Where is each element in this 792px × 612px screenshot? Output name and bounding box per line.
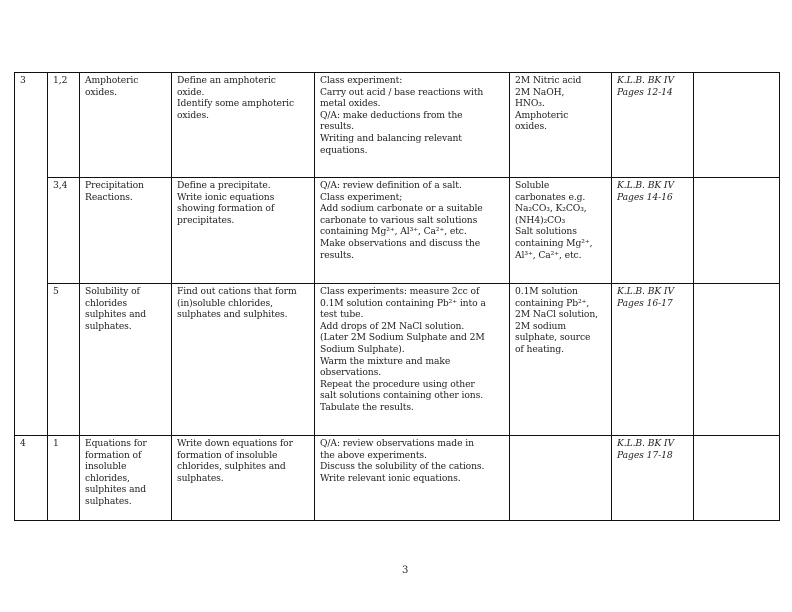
resources-line: sulphate, source (515, 332, 591, 344)
objectives-line: precipitates. (177, 214, 235, 226)
activities-line: Repeat the procedure using other (320, 378, 475, 390)
activities-line: results. (320, 249, 354, 261)
resources-line: 2M Nitric acid (515, 75, 582, 86)
resources-line: containing Pb²⁺, (515, 297, 590, 309)
table-row (15, 178, 780, 284)
activities-line: Discuss the solubility of the cations. (320, 461, 485, 473)
resources-line: Salt solutions (515, 226, 577, 238)
activities-line: observations. (320, 367, 382, 379)
activities-line: Writing and balancing relevant (320, 132, 462, 144)
reference-cell (612, 178, 694, 284)
topic-line: sulphates. (85, 320, 132, 332)
reference-cell (612, 436, 694, 521)
resources-cell (510, 178, 612, 284)
activities-line: Sodium Sulphate). (320, 343, 405, 355)
objectives-line: Find out cations that form (177, 286, 297, 297)
activities-line: metal oxides. (320, 98, 381, 110)
activities-line: Warm the mixture and make (320, 355, 451, 367)
resources-line: carbonates e.g. (515, 191, 586, 203)
reference-line: K.L.B. BK IV (617, 286, 674, 297)
activities-cell (315, 73, 510, 178)
topic-line: sulphates. (85, 495, 132, 507)
lesson-cell: 1 (48, 436, 80, 521)
remarks-cell (694, 436, 780, 521)
reference-line: K.L.B. BK IV (617, 180, 674, 191)
objectives-line: oxides. (177, 109, 209, 121)
activities-cell (315, 178, 510, 284)
resources-line: containing Mg²⁺, (515, 237, 593, 249)
reference-line: K.L.B. BK IV (617, 75, 674, 86)
reference-line: Pages 14-16 (617, 191, 673, 203)
activities-line: Q/A: make deductions from the (320, 109, 463, 121)
resources-line: Amphoteric (515, 109, 569, 121)
lesson-cell: 5 (48, 284, 80, 436)
objectives-cell (172, 73, 315, 178)
resources-line: 2M sodium (515, 320, 566, 332)
week-cell: 3 (15, 73, 48, 436)
reference-cell (612, 73, 694, 178)
activities-cell (315, 284, 510, 436)
topic-cell (80, 73, 172, 178)
activities-line: 0.1M solution containing Pb²⁺ into a (320, 297, 486, 309)
topic-line: sulphites and (85, 484, 147, 496)
activities-line: Write relevant ionic equations. (320, 472, 461, 484)
activities-line: equations. (320, 144, 368, 156)
objectives-line: sulphates. (177, 472, 224, 484)
objectives-cell (172, 436, 315, 521)
activities-line: Add sodium carbonate or a suitable (320, 203, 483, 215)
objectives-cell (172, 178, 315, 284)
topic-line: Solubility of (85, 286, 140, 297)
activities-line: results. (320, 121, 354, 133)
scheme-of-work-table (14, 72, 780, 521)
table-row (15, 436, 780, 521)
objectives-line: showing formation of (177, 203, 275, 215)
objectives-line: formation of insoluble (177, 449, 278, 461)
remarks-cell (694, 178, 780, 284)
activities-line: salt solutions containing other ions. (320, 390, 484, 402)
activities-line: Tabulate the results. (320, 401, 414, 413)
objectives-line: Define a precipitate. (177, 180, 271, 191)
topic-line: chlorides, (85, 472, 130, 484)
activities-line: (Later 2M Sodium Sulphate and 2M (320, 332, 485, 344)
objectives-line: oxide. (177, 86, 205, 98)
table-row (15, 284, 780, 436)
table-row (15, 73, 780, 178)
objectives-line: Define an amphoteric (177, 75, 276, 86)
remarks-cell (694, 284, 780, 436)
resources-cell (510, 284, 612, 436)
week-cell: 4 (15, 436, 48, 521)
reference-cell (612, 284, 694, 436)
reference-line: Pages 12-14 (617, 86, 673, 98)
reference-line: Pages 16-17 (617, 297, 673, 309)
activities-line: Q/A: review definition of a salt. (320, 180, 462, 191)
lesson-cell: 1,2 (48, 73, 80, 178)
activities-line: carbonate to various salt solutions (320, 214, 478, 226)
resources-cell (510, 436, 612, 521)
resources-line: 2M NaOH, (515, 86, 565, 98)
topic-line: Reactions. (85, 191, 133, 203)
topic-line: chlorides (85, 297, 127, 309)
resources-line: (NH4)₂CO₃ (515, 214, 566, 226)
activities-cell (315, 436, 510, 521)
topic-cell (80, 178, 172, 284)
resources-line: Al³⁺, Ca²⁺, etc. (515, 249, 582, 261)
activities-line: Class experiments: measure 2cc of (320, 286, 480, 297)
objectives-line: Write down equations for (177, 438, 293, 449)
activities-line: containing Mg²⁺, Al³⁺, Ca²⁺, etc. (320, 226, 467, 238)
resources-line: 2M NaCl solution, (515, 309, 598, 321)
objectives-line: Identify some amphoteric (177, 98, 295, 110)
activities-line: Add drops of 2M NaCl solution. (320, 320, 465, 332)
objectives-line: (in)soluble chlorides, (177, 297, 273, 309)
objectives-line: Write ionic equations (177, 191, 275, 203)
page-number: 3 (402, 565, 409, 576)
topic-cell (80, 436, 172, 521)
activities-line: the above experiments. (320, 449, 427, 461)
topic-line: Precipitation (85, 180, 144, 191)
resources-line: Soluble (515, 180, 550, 191)
reference-line: K.L.B. BK IV (617, 438, 674, 449)
objectives-cell (172, 284, 315, 436)
resources-line: of heating. (515, 343, 564, 355)
resources-cell (510, 73, 612, 178)
remarks-cell (694, 73, 780, 178)
topic-line: Equations for (85, 438, 147, 449)
topic-line: Amphoteric (85, 75, 139, 86)
resources-line: oxides. (515, 121, 547, 133)
activities-line: Make observations and discuss the (320, 237, 481, 249)
activities-line: Class experiment; (320, 191, 403, 203)
resources-line: 0.1M solution (515, 286, 578, 297)
activities-line: Q/A: review observations made in (320, 438, 474, 449)
topic-line: oxides. (85, 86, 117, 98)
objectives-line: sulphates and sulphites. (177, 309, 288, 321)
objectives-line: chlorides, sulphites and (177, 461, 286, 473)
topic-line: formation of (85, 449, 142, 461)
topic-line: insoluble (85, 461, 127, 473)
reference-line: Pages 17-18 (617, 449, 673, 461)
topic-cell (80, 284, 172, 436)
lesson-cell: 3,4 (48, 178, 80, 284)
activities-line: Carry out acid / base reactions with (320, 86, 484, 98)
activities-line: test tube. (320, 309, 364, 321)
resources-line: HNO₃. (515, 98, 545, 110)
resources-line: Na₂CO₃, K₂CO₃, (515, 203, 587, 215)
topic-line: sulphites and (85, 309, 147, 321)
activities-line: Class experiment: (320, 75, 403, 86)
